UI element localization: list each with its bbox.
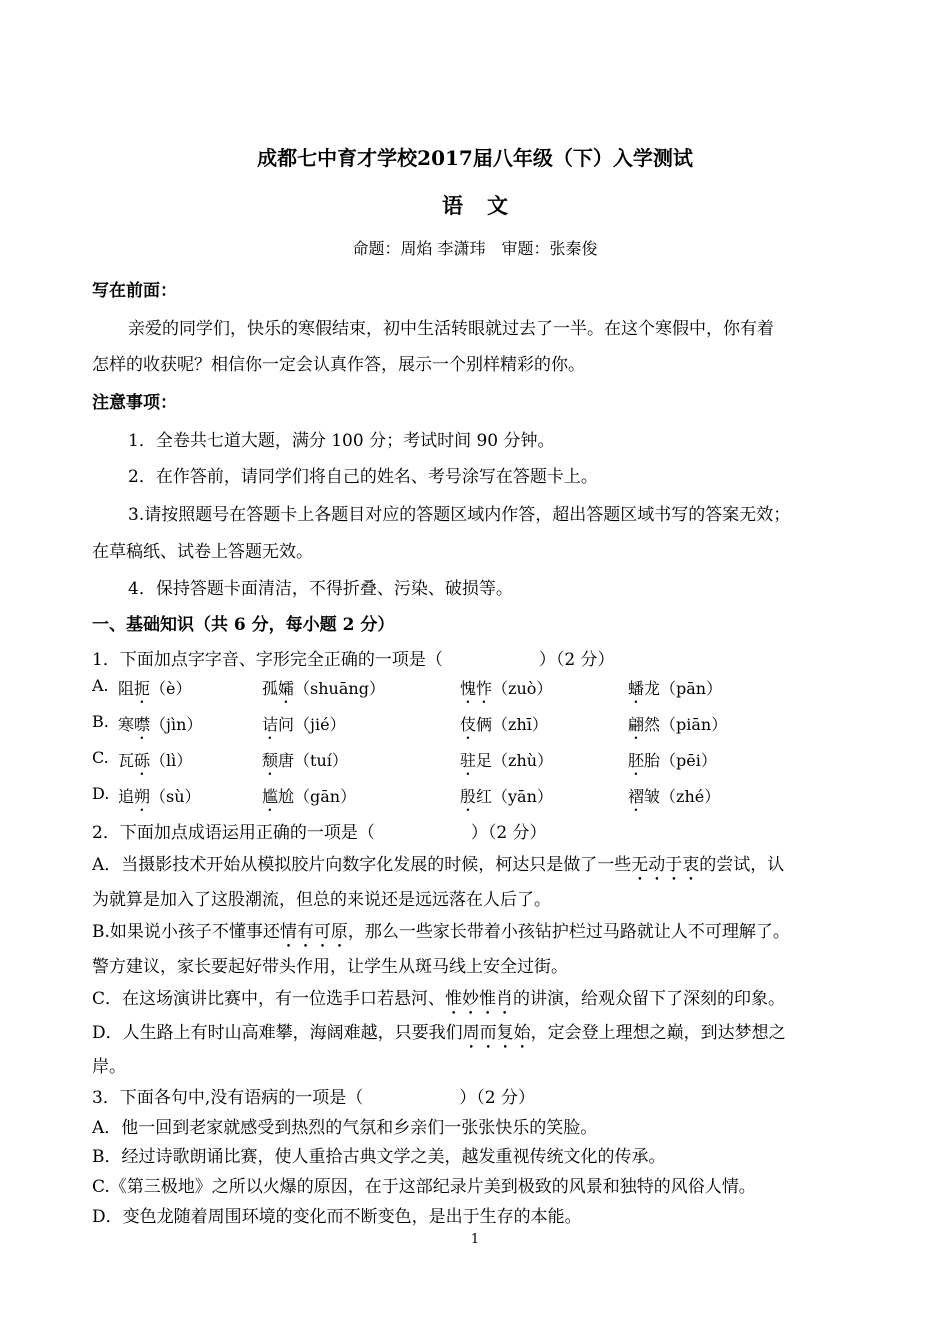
q1-dotted-char: 颓 bbox=[262, 751, 279, 770]
q3-stem-a: 3．下面各句中,没有语病的一项是（ bbox=[92, 1088, 364, 1108]
q1-option-word bbox=[262, 784, 356, 815]
page-number: 1 bbox=[470, 1232, 480, 1247]
notes-heading: 注意事项： bbox=[92, 393, 177, 413]
q2-a-idiom: 无动于衷 bbox=[631, 855, 700, 875]
preface-line-2: 怎样的收获呢？相信你一定会认真作答，展示一个别样精彩的你。 bbox=[92, 355, 585, 375]
q1-word-rest: 龙（pān） bbox=[644, 679, 723, 698]
note-3a: 3.请按照题号在答题卡上各题目对应的答题区域内作答，超出答题区域书写的答案无效； bbox=[128, 505, 791, 525]
q2-d-idiom: 周而复始 bbox=[462, 1023, 531, 1043]
q2-d-text: D．人生路上有时山高难攀，海阔难越，只要我们 bbox=[92, 1023, 463, 1043]
q1-dotted-char: 朔 bbox=[134, 787, 151, 806]
q1-dotted-char: 噤 bbox=[134, 715, 151, 734]
q1-stem-b: ）（2 分） bbox=[538, 650, 615, 670]
q2-c-text: C．在这场演讲比赛中，有一位选手口若悬河、 bbox=[92, 989, 446, 1009]
q1-dotted-char: 驻 bbox=[460, 751, 477, 770]
q3-option-d: D．变色龙随着周围环境的变化而不断变色，是出于生存的本能。 bbox=[92, 1207, 582, 1227]
q1-dotted-char: 孀 bbox=[278, 679, 295, 698]
q1-word-rest: 皱（zhé） bbox=[644, 787, 721, 806]
page-title: 成都七中育才学校2017届八年级（下）入学测试 bbox=[257, 146, 693, 170]
q1-option-label: D. bbox=[92, 784, 110, 803]
q1-word-rest: （è） bbox=[150, 679, 192, 698]
q1-option-word bbox=[460, 748, 553, 779]
q1-dotted-char: 愧怍 bbox=[460, 679, 493, 698]
q1-dotted-char: 扼 bbox=[134, 679, 151, 698]
q2-a-text: A．当摄影技术开始从模拟胶片向数字化发展的时候，柯达只是做了一些 bbox=[92, 855, 632, 875]
q1-word-rest: 胎（pēi） bbox=[644, 751, 717, 770]
q1-option-word bbox=[460, 712, 548, 743]
q1-option-word bbox=[628, 676, 722, 707]
q2-b-idiom: 情有可原 bbox=[279, 922, 348, 942]
q3-stem-b: ）（2 分） bbox=[459, 1088, 535, 1108]
q1-word-rest: （jìn） bbox=[150, 715, 203, 734]
q1-option-label: B. bbox=[92, 712, 109, 731]
q2-stem-a: 2．下面加点成语运用正确的一项是（ bbox=[92, 823, 375, 843]
q2-b-text-end: ，那么一些家长带着小孩钻护栏过马路就让人不可理解了。 bbox=[347, 922, 790, 942]
q1-stem-a: 1．下面加点字字音、字形完全正确的一项是（ bbox=[92, 650, 443, 670]
q1-word-rest: （shuāng） bbox=[294, 679, 385, 698]
q1-option-word bbox=[628, 784, 720, 815]
q1-option-word bbox=[628, 712, 727, 743]
q2-d-text-end: ，定会登上理想之巅，到达梦想之 bbox=[530, 1023, 786, 1043]
authors-line: 命题：周焰 李潇玮 审题：张秦俊 bbox=[352, 239, 598, 258]
q1-word-part: 阻 bbox=[118, 679, 135, 698]
q1-word-part: 瓦 bbox=[118, 751, 135, 770]
q1-dotted-char: 蟠 bbox=[628, 679, 645, 698]
q1-option-word bbox=[262, 676, 385, 707]
q1-word-rest: （lì） bbox=[150, 751, 193, 770]
q1-word-rest: 唐（tuí） bbox=[278, 751, 348, 770]
subject-char-1: 语 bbox=[442, 193, 463, 218]
q1-dotted-char: 翩 bbox=[628, 715, 645, 734]
subject-title bbox=[0, 190, 950, 220]
q2-stem-b: ）（2 分） bbox=[470, 823, 547, 843]
q1-option-word bbox=[460, 676, 552, 707]
q1-option-label: A. bbox=[92, 676, 109, 695]
q1-dotted-char: 褶 bbox=[628, 787, 645, 806]
q1-word-rest: 问（jié） bbox=[278, 715, 346, 734]
q2-option-b-line-2: 警方建议，家长要起好带头作用，让学生从斑马线上安全过街。 bbox=[92, 957, 568, 977]
q2-option-c bbox=[92, 984, 785, 1019]
q1-option-word bbox=[118, 712, 202, 743]
q1-word-rest: 然（piān） bbox=[644, 715, 728, 734]
preface-heading: 写在前面： bbox=[92, 281, 177, 301]
q1-stem bbox=[92, 645, 615, 670]
subject-char-2: 文 bbox=[487, 193, 508, 218]
q2-option-d-line-1 bbox=[92, 1018, 786, 1053]
q2-option-a-line-1 bbox=[92, 850, 784, 885]
q2-b-text: B.如果说小孩子不懂事还 bbox=[92, 922, 280, 942]
q1-word-rest: 俩（zhī） bbox=[476, 715, 548, 734]
q3-option-b: B．经过诗歌朗诵比赛，使人重拾古典文学之美，越发重视传统文化的传承。 bbox=[92, 1147, 666, 1167]
q1-word-rest: （sù） bbox=[150, 787, 201, 806]
q1-option-word bbox=[118, 748, 192, 779]
q1-word-part: 孤 bbox=[262, 679, 279, 698]
q1-option-word bbox=[118, 784, 201, 815]
q1-option-word bbox=[460, 784, 553, 815]
q2-c-idiom: 惟妙惟肖 bbox=[445, 989, 514, 1009]
q3-option-c: C.《第三极地》之所以火爆的原因，在于这部纪录片美到极致的风景和独特的风俗人情。 bbox=[92, 1177, 756, 1197]
section-1-heading: 一、基础知识（共 6 分，每小题 2 分） bbox=[92, 615, 395, 635]
q1-dotted-char: 尴 bbox=[262, 787, 279, 806]
q1-word-part: 追 bbox=[118, 787, 135, 806]
q3-option-a: A．他一回到老家就感受到热烈的气氛和乡亲们一张张快乐的笑脸。 bbox=[92, 1118, 598, 1138]
q1-word-rest: 尬（gān） bbox=[278, 787, 357, 806]
q2-a-text-end: 的尝试，认 bbox=[699, 855, 785, 875]
q1-option-word bbox=[118, 676, 192, 707]
q1-option-word bbox=[628, 748, 717, 779]
note-1: 1．全卷共七道大题，满分 100 分；考试时间 90 分钟。 bbox=[128, 431, 555, 451]
note-3b: 在草稿纸、试卷上答题无效。 bbox=[92, 542, 313, 562]
q1-option-label: C. bbox=[92, 748, 109, 767]
q1-dotted-char: 砾 bbox=[134, 751, 151, 770]
q2-c-text-end: 的讲演，给观众留下了深刻的印象。 bbox=[513, 989, 786, 1009]
q2-stem bbox=[92, 818, 547, 843]
preface-line-1: 亲爱的同学们，快乐的寒假结束，初中生活转眼就过去了一半。在这个寒假中，你有着 bbox=[128, 319, 774, 339]
q1-word-rest: 红（yān） bbox=[476, 787, 553, 806]
q2-option-b-line-1 bbox=[92, 917, 790, 952]
q1-dotted-char: 伎 bbox=[460, 715, 477, 734]
q1-word-rest: （zuò） bbox=[492, 679, 553, 698]
q1-dotted-char: 诘 bbox=[262, 715, 279, 734]
q1-dotted-char: 胚 bbox=[628, 751, 645, 770]
q1-option-word bbox=[262, 712, 346, 743]
q3-stem bbox=[92, 1083, 535, 1108]
q1-dotted-char: 殷 bbox=[460, 787, 477, 806]
note-2: 2．在作答前，请同学们将自己的姓名、考号涂写在答题卡上。 bbox=[128, 467, 598, 487]
q2-option-a-line-2: 为就算是加入了这股潮流，但总的来说还是远远落在人后了。 bbox=[92, 890, 551, 910]
q1-word-rest: 足（zhù） bbox=[476, 751, 554, 770]
q2-option-d-line-2: 岸。 bbox=[92, 1057, 126, 1077]
q1-word-part: 寒 bbox=[118, 715, 135, 734]
note-4: 4．保持答题卡面清洁，不得折叠、污染、破损等。 bbox=[128, 579, 513, 599]
q1-option-word bbox=[262, 748, 348, 779]
